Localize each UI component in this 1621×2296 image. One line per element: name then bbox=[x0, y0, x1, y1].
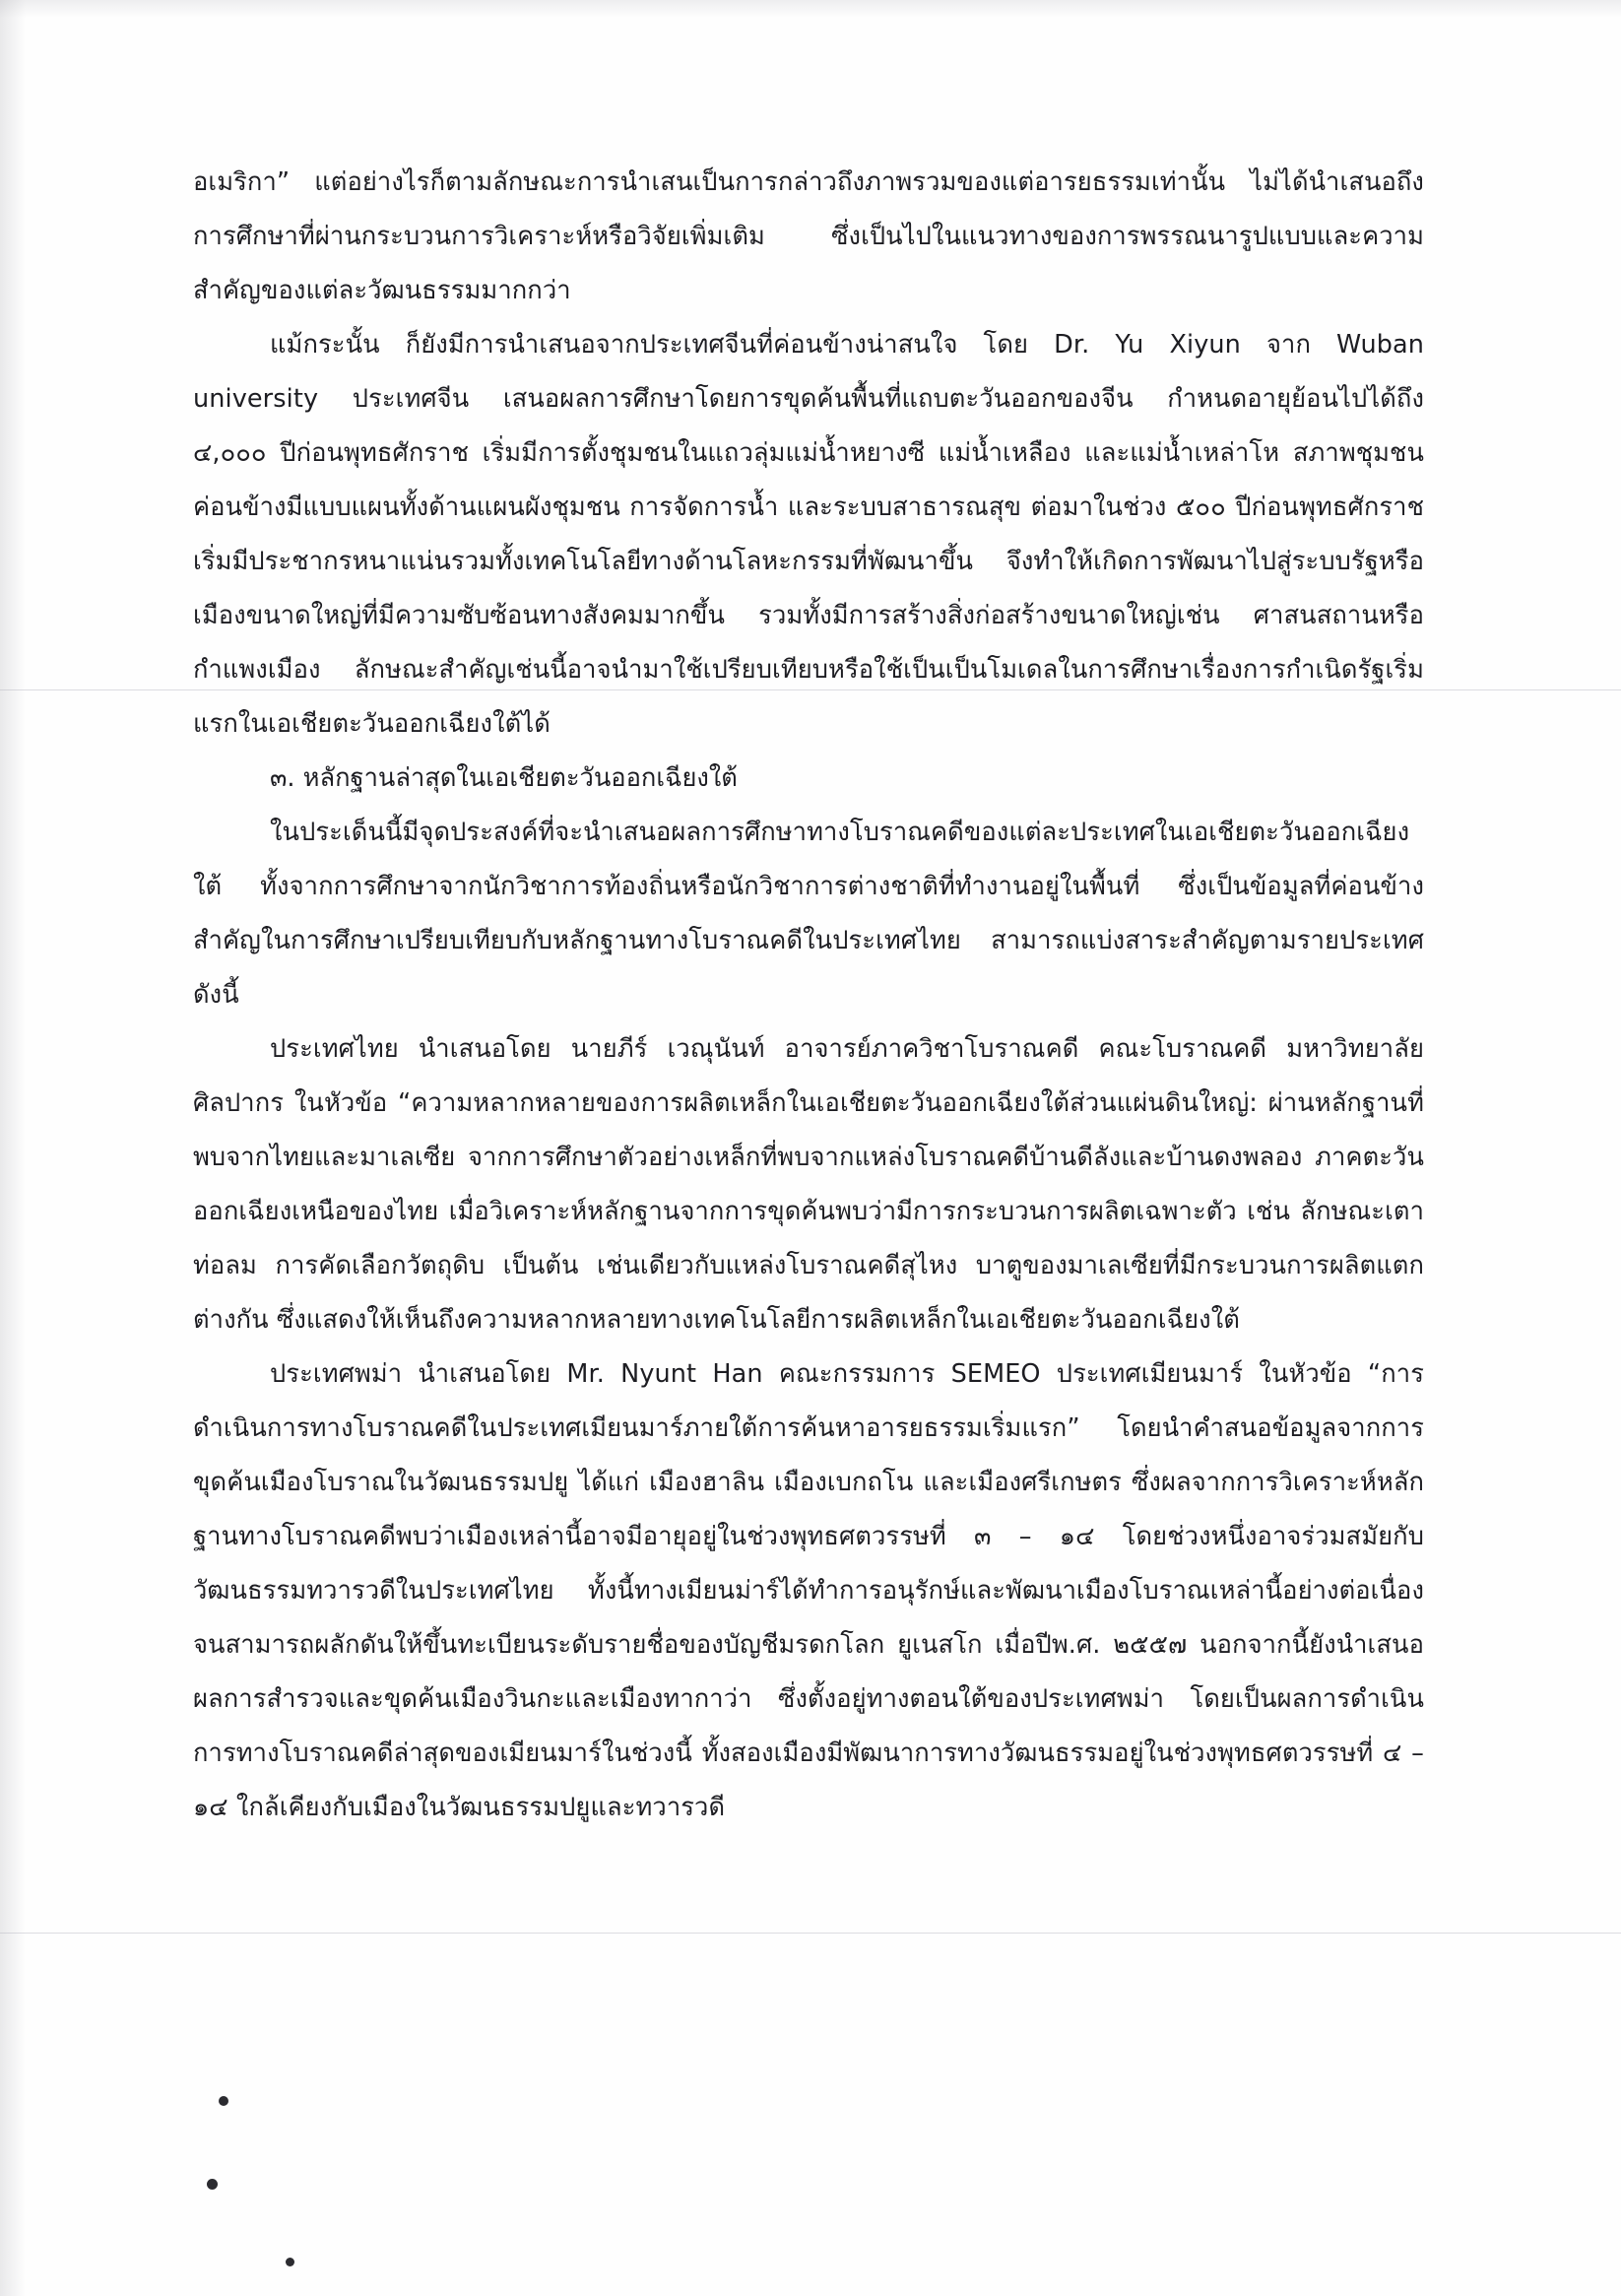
scan-speck bbox=[219, 2096, 228, 2106]
document-text-body bbox=[193, 156, 1424, 1835]
scan-speck bbox=[286, 2258, 294, 2266]
scan-artifact-line bbox=[0, 1933, 1621, 1934]
scan-edge-shadow-top bbox=[0, 0, 1621, 18]
paragraph-myanmar: ประเทศพม่า นำเสนอโดย Mr. Nyunt Han คณะกรรมการ SEMEO ประเทศเมียนมาร์ ในหัวข้อ “การดำเนินการทางโบราณคดีในประเทศเมียนมาร์ภายใต้การค้นหาอารยธรรมเริ่มแรก” โดยนำคำสนอข้อมูลจากการขุดค้นเมืองโบราณในวัฒนธรรมปยู ได้แก่ เมืองฮาลิน เมืองเบกถโน และเมืองศรีเกษตร ซึ่งผลจากการวิเคราะห์หลักฐานทางโบราณคดีพบว่าเมืองเหล่านี้อาจมีอายุอยู่ในช่วงพุทธศตวรรษที่ ๓ – ๑๔ โดยช่วงหนึ่งอาจร่วมสมัยกับวัฒนธรรมทวารวดีในประเทศไทย ทั้งนี้ทางเมียนม่าร์ได้ทำการอนุรักษ์และพัฒนาเมืองโบราณเหล่านี้อย่างต่อเนื่องจนสามารถผลักดันให้ขึ้นทะเบียนระดับรายชื่อของบัญชีมรดกโลก ยูเนสโก เมื่อปีพ.ศ. ๒๕๕๗ นอกจากนี้ยังนำเสนอผลการสำรวจและขุดค้นเมืองวินกะและเมืองทากาว่า ซึ่งตั้งอยู่ทางตอนใต้ของประเทศพม่า โดยเป็นผลการดำเนินการทางโบราณคดีล่าสุดของเมียนมาร์ในช่วงนี้ ทั้งสองเมืองมีพัฒนาการทางวัฒนธรรมอยู่ในช่วงพุทธศตวรรษที่ ๔ – ๑๔ ใกล้เคียงกับเมืองในวัฒนธรรมปยูและทวารวดี bbox=[193, 1359, 1424, 1822]
paragraph-intro: อเมริกา” แต่อย่างไรก็ตามลักษณะการนำเสนเป็นการกล่าวถึงภาพรวมของแต่อารยธรรมเท่านั้น ไม่ได้นำเสนอถึงการศึกษาที่ผ่านกระบวนการวิเคราะห์หรือวิจัยเพิ่มเติม ซึ่งเป็นไปในแนวทางของการพรรณนารูปแบบและความสำคัญของแต่ละวัฒนธรรมมากกว่า bbox=[193, 167, 1424, 305]
paragraph-thailand: ประเทศไทย นำเสนอโดย นายภีร์ เวณุนันท์ อาจารย์ภาควิชาโบราณคดี คณะโบราณคดี มหาวิทยาลัยศิลปากร ในหัวข้อ “ความหลากหลายของการผลิตเหล็กในเอเชียตะวันออกเฉียงใต้ส่วนแผ่นดินใหญ่: ผ่านหลักฐานที่พบจากไทยและมาเลเซีย จากการศึกษาตัวอย่างเหล็กที่พบจากแหล่งโบราณคดีบ้านดีลังและบ้านดงพลอง ภาคตะวันออกเฉียงเหนือของไทย เมื่อวิเคราะห์หลักฐานจากการขุดค้นพบว่ามีการกระบวนการผลิตเฉพาะตัว เช่น ลักษณะเตา ท่อลม การคัดเลือกวัตถุดิบ เป็นต้น เช่นเดียวกับแหล่งโบราณคดีสุไหง บาตูของมาเลเซียที่มีกระบวนการผลิตแตกต่างกัน ซึ่งแสดงให้เห็นถึงความหลากหลายทางเทคโนโลยีการผลิตเหล็กในเอเชียตะวันออกเฉียงใต้ bbox=[193, 1034, 1424, 1335]
section-heading-latest-evidence: ๓. หลักฐานล่าสุดในเอเชียตะวันออกเฉียงใต้ bbox=[270, 763, 738, 793]
paragraph-china-study: แม้กระนั้น ก็ยังมีการนำเสนอจากประเทศจีนที่ค่อนข้างน่าสนใจ โดย Dr. Yu Xiyun จาก Wuban university ประเทศจีน เสนอผลการศึกษาโดยการขุดค้นพื้นที่แถบตะวันออกของจีน กำหนดอายุย้อนไปได้ถึง ๔,๐๐๐ ปีก่อนพุทธศักราช เริ่มมีการตั้งชุมชนในแถวลุ่มแม่น้ำหยางซี แม่น้ำเหลือง และแม่น้ำเหล่าโห สภาพชุมชนค่อนข้างมีแบบแผนทั้งด้านแผนผังชุมชน การจัดการน้ำ และระบบสาธารณสุข ต่อมาในช่วง ๕๐๐ ปีก่อนพุทธศักราชเริ่มมีประชากรหนาแน่นรวมทั้งเทคโนโลยีทางด้านโลหะกรรมที่พัฒนาขึ้น จึงทำให้เกิดการพัฒนาไปสู่ระบบรัฐหรือเมืองขนาดใหญ่ที่มีความซับซ้อนทางสังคมมากขึ้น รวมทั้งมีการสร้างสิ่งก่อสร้างขนาดใหญ่เช่น ศาสนสถานหรือกำแพงเมือง ลักษณะสำคัญเช่นนี้อาจนำมาใช้เปรียบเทียบหรือใช้เป็นเป็นโมเดลในการศึกษาเรื่องการกำเนิดรัฐเริ่มแรกในเอเชียตะวันออกเฉียงใต้ได้ bbox=[193, 330, 1424, 739]
scan-speck bbox=[207, 2179, 218, 2190]
paragraph-purpose: ในประเด็นนี้มีจุดประสงค์ที่จะนำเสนอผลการศึกษาทางโบราณคดีของแต่ละประเทศในเอเชียตะวันออกเฉียงใต้ ทั้งจากการศึกษาจากนักวิชาการท้องถิ่นหรือนักวิชาการต่างชาติที่ทำงานอยู่ในพื้นที่ ซึ่งเป็นข้อมูลที่ค่อนข้างสำคัญในการศึกษาเปรียบเทียบกับหลักฐานทางโบราณคดีในประเทศไทย สามารถแบ่งสาระสำคัญตามรายประเทศ ดังนี้ bbox=[193, 818, 1424, 1010]
scan-edge-shadow-left bbox=[0, 0, 26, 2296]
